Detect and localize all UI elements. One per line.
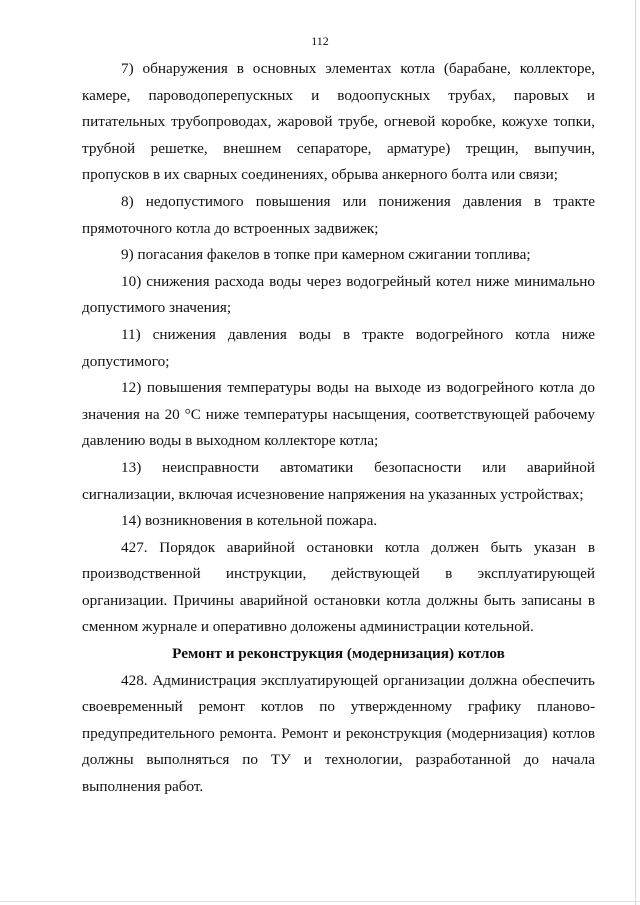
section-heading: Ремонт и реконструкция (модернизация) котлов: [172, 645, 505, 663]
clause-427: 427. Порядок аварийной остановки котла должен быть указан в производственной инструкции, действующей в эксплуатирующей организации. Причины аварийной остановки котла должны быть записаны в сменном журнале и оперативно доложены администрации котельной.: [82, 538, 595, 636]
list-item-11: 11) снижения давления воды в тракте водогрейного котла ниже допустимого;: [82, 325, 595, 370]
document-body: [82, 56, 595, 801]
list-item-7: 7) обнаружения в основных элементах котла (барабане, коллекторе, камере, пароводоперепускных и водоопускных трубах, паровых и питательных трубопроводах, жаровой трубе, огневой коробке, кожухе топки, трубной решетке, внешнем сепараторе, арматуре) трещин, выпучин, пропусков в их сварных соединениях, обрыва анкерного болта или связи;: [82, 60, 595, 184]
list-item-10: 10) снижения расхода воды через водогрейный котел ниже минимально допустимого значения;: [82, 272, 595, 317]
scan-edge-bottom: [0, 901, 640, 902]
clause-428: 428. Администрация эксплуатирующей организации должна обеспечить своевременный ремонт котлов по утвержденному графику планово-предупредительного ремонта. Ремонт и реконструкция (модернизация) котлов должны выполняться по ТУ и технологии, разработанной до начала выполнения работ.: [82, 671, 595, 796]
page-number: 112: [311, 34, 329, 48]
list-item-9: 9) погасания факелов в топке при камерном сжигании топлива;: [121, 246, 531, 264]
list-item-14: 14) возникновения в котельной пожара.: [121, 512, 378, 530]
list-item-8: 8) недопустимого повышения или понижения давления в тракте прямоточного котла до встроенных задвижек;: [82, 192, 595, 237]
scan-edge-right: [635, 0, 636, 905]
list-item-13: 13) неисправности автоматики безопасности или аварийной сигнализации, включая исчезновение напряжения на указанных устройствах;: [82, 458, 595, 503]
list-item-12: 12) повышения температуры воды на выходе из водогрейного котла до значения на 20 °С ниже температуры насыщения, соответствующей рабочему давлению воды в выходном коллекторе котла;: [82, 379, 595, 450]
